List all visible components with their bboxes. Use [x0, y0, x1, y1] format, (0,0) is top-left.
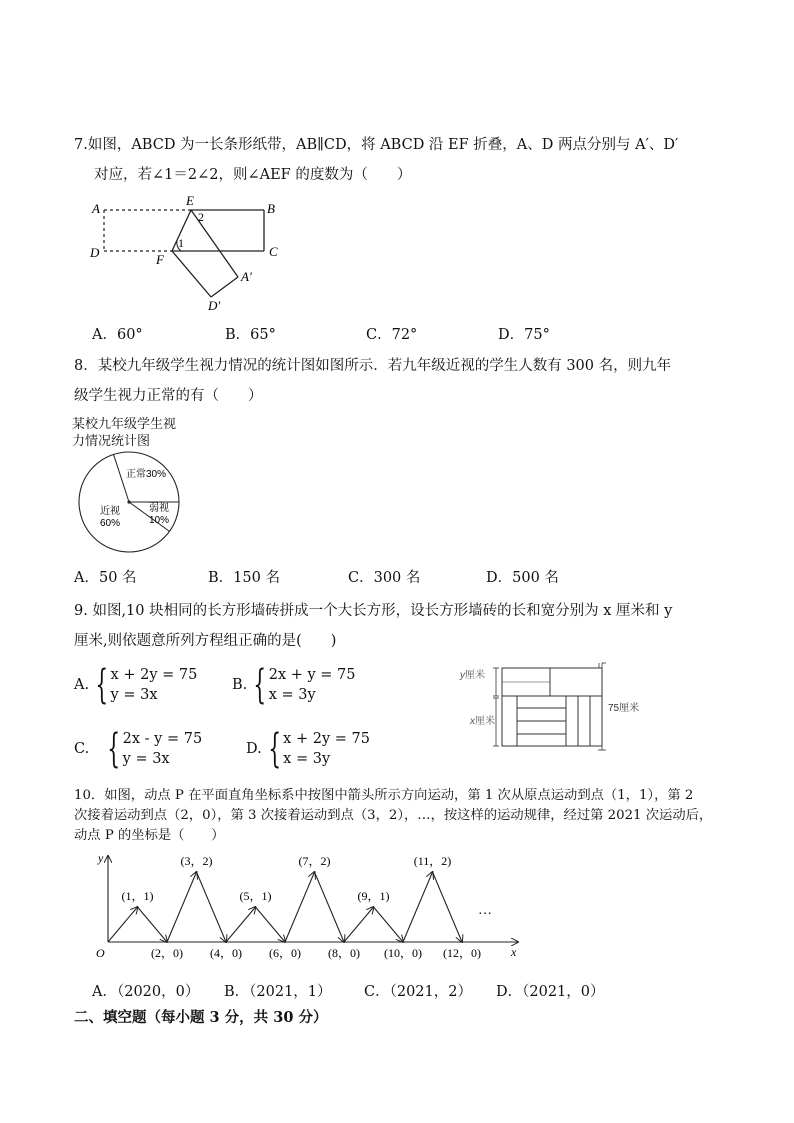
- q7-label-d: D: [90, 245, 100, 260]
- q9-b-eq1: 2x + y = 75: [268, 667, 356, 683]
- q10-move-segment: [403, 872, 433, 942]
- q9-option-d-label: D.: [246, 741, 262, 757]
- q9-option-b-label: B.: [232, 677, 248, 693]
- brace-icon: {: [95, 662, 109, 708]
- q10-option-b[interactable]: B．（2021，1）: [224, 984, 332, 1000]
- brace-icon: {: [268, 726, 281, 772]
- q10-move-segment: [433, 872, 463, 942]
- q9-fig-y-label: y厘米: [460, 670, 485, 681]
- q8-pie-chart: [76, 450, 186, 555]
- q10-option-c[interactable]: C．（2021，2）: [364, 984, 472, 1000]
- q9-a-eq2: y = 3x: [110, 687, 158, 703]
- pie-value-weak: 10%: [149, 515, 170, 526]
- q7-label-a: A: [92, 201, 100, 216]
- q7-text-line2: 对应，若∠1＝2∠2，则∠AEF 的度数为（ ）: [94, 167, 412, 183]
- q10-x-axis-label: x: [511, 945, 517, 959]
- q7-angle-2: 2: [198, 210, 204, 224]
- q8-chart-title-line2: 力情况统计图: [72, 433, 151, 448]
- q10-move-segment: [226, 907, 256, 942]
- q9-c-eq1: 2x - y = 75: [122, 731, 203, 747]
- q10-option-a[interactable]: A．（2020，0）: [92, 984, 200, 1000]
- q9-option-b[interactable]: [232, 662, 356, 708]
- q7-fold-figure: [80, 195, 280, 315]
- q10-coordinate-figure: [88, 848, 528, 966]
- q10-move-segment: [344, 907, 374, 942]
- q9-fig-x-label: x厘米: [470, 716, 495, 727]
- pie-label-weak: 弱视: [149, 503, 169, 514]
- section-2-heading: 二、填空题（每小题 3 分，共 30 分）: [74, 1009, 328, 1026]
- pie-label-myopia: 近视: [100, 506, 120, 517]
- q10-move-segment: [108, 907, 138, 942]
- q7-option-c[interactable]: C．72°: [366, 327, 418, 343]
- q10-move-segment: [167, 872, 197, 942]
- pie-center-dot: [127, 500, 130, 503]
- pie-value-myopia: 60%: [100, 518, 121, 529]
- q8-option-a[interactable]: A．50 名: [74, 570, 137, 586]
- q8-option-b[interactable]: B．150 名: [208, 570, 280, 586]
- q8-text-line2: 级学生视力正常的有（ ）: [74, 388, 263, 404]
- q9-a-eq1: x + 2y = 75: [110, 667, 198, 683]
- q10-text-line2: 次接着运动到点（2，0），第 3 次接着运动到点（3，2），…，按这样的运动规律，经过第 2021 次运动后，: [74, 808, 713, 823]
- q10-option-d[interactable]: D．（2021，0）: [496, 984, 605, 1000]
- q10-move-segment: [138, 907, 168, 942]
- q10-move-segment: [374, 907, 404, 942]
- q7-text-line1: 7.如图，ABCD 为一长条形纸带，AB∥CD，将 ABCD 沿 EF 折叠，A、D 两点分别与 A′、D′: [74, 137, 679, 153]
- q10-point-label: (11，2): [413, 854, 452, 868]
- brace-icon: {: [253, 662, 267, 708]
- q10-point-label: (2，0): [151, 946, 183, 960]
- q7-label-c: C: [269, 244, 278, 259]
- q10-point-label: (12，0): [443, 946, 481, 960]
- q9-fig-total-label: 75厘米: [608, 703, 640, 714]
- q10-point-label: (6，0): [269, 946, 301, 960]
- q9-c-eq2: y = 3x: [122, 751, 170, 767]
- q10-point-label: (3，2): [180, 854, 213, 868]
- q7-label-d-prime: D′: [208, 298, 221, 313]
- q10-text-line1: 10．如图，动点 P 在平面直角坐标系中按图中箭头所示方向运动，第 1 次从原点运动到点（1，1），第 2: [74, 788, 694, 803]
- q9-option-a-label: A.: [74, 677, 90, 693]
- q7-label-b: B: [267, 201, 275, 216]
- q10-point-label: (4，0): [210, 946, 242, 960]
- q10-move-segment: [256, 907, 286, 942]
- pie-label-normal: 正常30%: [126, 469, 167, 480]
- q7-edge-fd2: [172, 251, 211, 297]
- q10-y-axis-label: y: [98, 851, 104, 865]
- q10-move-segment: [315, 872, 345, 942]
- q8-chart-title-line1: 某校九年级学生视: [72, 416, 177, 431]
- q9-d-eq2: x = 3y: [283, 751, 331, 767]
- q8-text-line1: 8．某校九年级学生视力情况的统计图如图所示．若九年级近视的学生人数有 300 名，则九年: [74, 358, 672, 374]
- q7-label-f: F: [156, 252, 164, 267]
- q8-option-c[interactable]: C．300 名: [348, 570, 421, 586]
- q10-point-label: (7，2): [298, 854, 331, 868]
- q9-option-d[interactable]: [246, 726, 370, 772]
- q10-point-label: (9，1): [357, 889, 390, 903]
- q9-option-c-label: C.: [74, 741, 90, 757]
- q9-text-line1: 9. 如图,10 块相同的长方形墙砖拼成一个大长方形，设长方形墙砖的长和宽分别为 x 厘米和 y: [74, 603, 673, 619]
- q10-move-segment: [285, 872, 315, 942]
- q10-move-segment: [197, 872, 227, 942]
- q9-d-eq1: x + 2y = 75: [283, 731, 370, 747]
- q9-text-line2: 厘米,则依题意所列方程组正确的是( ): [74, 633, 337, 649]
- q10-point-label: (10，0): [384, 946, 422, 960]
- q9-option-a[interactable]: [74, 662, 198, 708]
- q10-text-line3: 动点 P 的坐标是（ ）: [74, 828, 225, 843]
- q10-point-label: (1，1): [121, 889, 154, 903]
- q7-label-a-prime: A′: [241, 269, 252, 284]
- q9-brick-figure: [452, 660, 684, 752]
- q7-option-a[interactable]: A．60°: [92, 327, 143, 343]
- q10-point-label: (5，1): [239, 889, 272, 903]
- q8-option-d[interactable]: D．500 名: [486, 570, 559, 586]
- q7-label-e: E: [186, 195, 194, 208]
- q7-option-b[interactable]: B．65°: [225, 327, 276, 343]
- q10-origin-label: O: [96, 946, 105, 960]
- q7-option-d[interactable]: D．75°: [498, 327, 550, 343]
- q9-option-c[interactable]: [74, 726, 203, 772]
- q7-angle-1: 1: [178, 236, 184, 250]
- brace-icon: {: [107, 726, 121, 772]
- q9-b-eq2: x = 3y: [268, 687, 316, 703]
- q10-point-label: (8，0): [328, 946, 360, 960]
- q7-edge-d2a2: [211, 277, 238, 297]
- q10-ellipsis: …: [478, 903, 492, 918]
